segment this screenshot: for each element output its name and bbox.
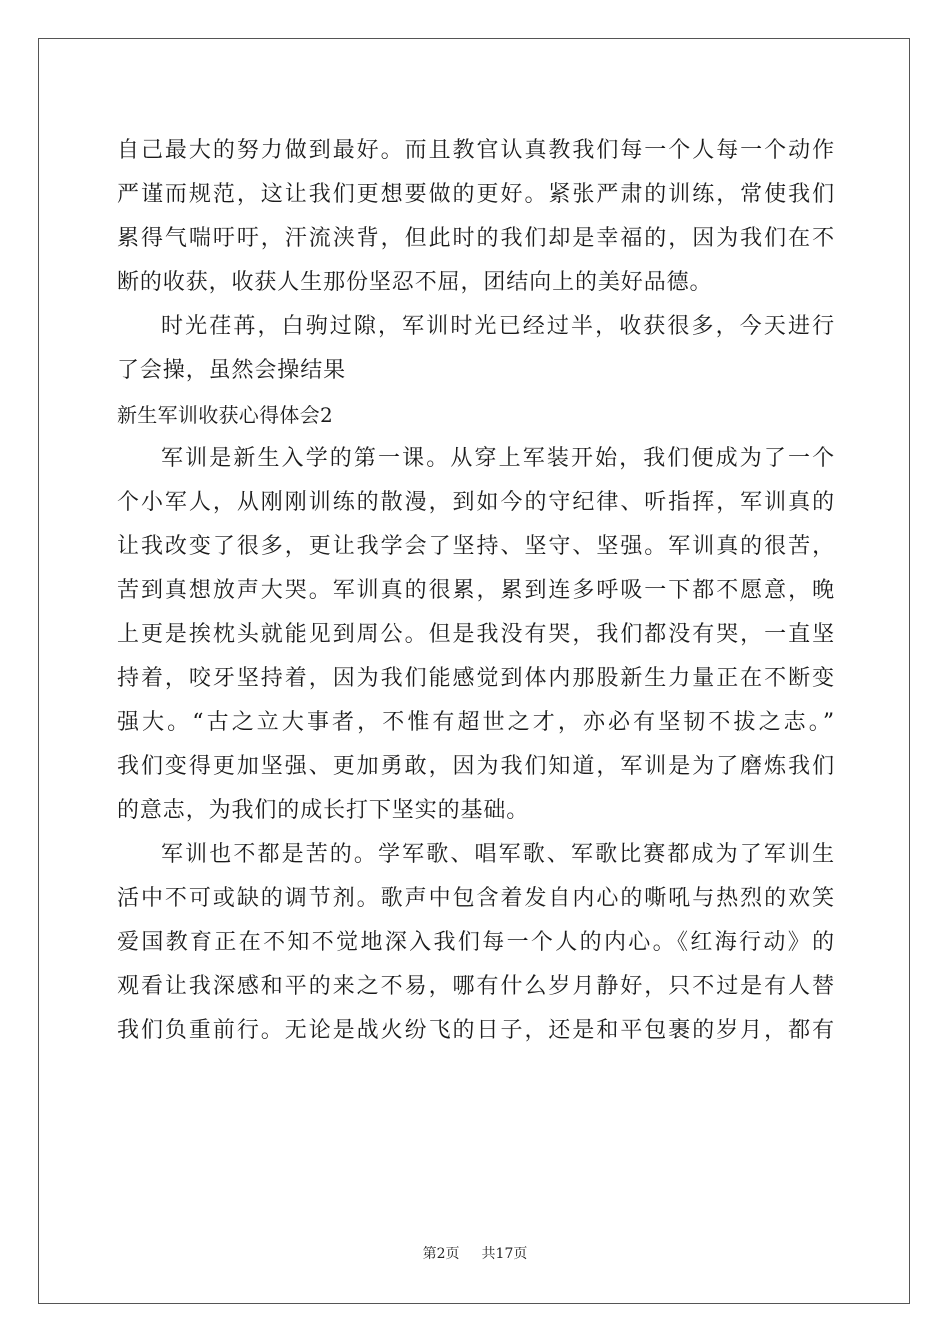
text-line: 累得气喘吁吁，汗流浃背，但此时的我们却是幸福的，因为我们在不 [117, 226, 835, 251]
page-footer [0, 1243, 950, 1263]
text-line: 断的收获，收获人生那份坚忍不屈，团结向上的美好品德。 [117, 270, 713, 295]
section-heading: 新生军训收获心得体会2 [117, 403, 334, 427]
text-line: 军训是新生入学的第一课。从穿上军装开始，我们便成为了一个 [161, 446, 835, 471]
text-line: 严谨而规范，这让我们更想要做的更好。紧张严肃的训练，常使我们 [117, 182, 835, 207]
text-line: 持着，咬牙坚持着，因为我们能感觉到体内那股新生力量正在不断变 [117, 666, 835, 691]
page-number: 第2页 [422, 1246, 460, 1262]
page-total: 共17页 [481, 1246, 528, 1262]
text-line: 的意志，为我们的成长打下坚实的基础。 [117, 798, 530, 823]
text-line: 军训也不都是苦的。学军歌、唱军歌、军歌比赛都成为了军训生 [161, 842, 835, 867]
text-line: 我们负重前行。无论是战火纷飞的日子，还是和平包裹的岁月，都有 [117, 1018, 835, 1043]
text-line: 强大。“古之立大事者，不惟有超世之才，亦必有坚韧不拔之志。” [117, 710, 835, 735]
text-line: 时光荏苒，白驹过隙，军训时光已经过半，收获很多，今天进行 [161, 314, 835, 339]
document-body [117, 129, 835, 1053]
text-line: 让我改变了很多，更让我学会了坚持、坚守、坚强。军训真的很苦， [117, 534, 835, 559]
text-line: 自己最大的努力做到最好。而且教官认真教我们每一个人每一个动作 [117, 138, 835, 163]
text-line: 了会操，虽然会操结果 [117, 358, 347, 383]
text-line: 观看让我深感和平的来之不易，哪有什么岁月静好，只不过是有人替 [117, 974, 835, 999]
text-line: 活中不可或缺的调节剂。歌声中包含着发自内心的嘶吼与热烈的欢笑 [117, 886, 835, 911]
text-line: 苦到真想放声大哭。军训真的很累，累到连多呼吸一下都不愿意，晚 [117, 578, 835, 603]
text-line: 个小军人，从刚刚训练的散漫，到如今的守纪律、听指挥，军训真的 [117, 490, 835, 515]
text-line: 上更是挨枕头就能见到周公。但是我没有哭，我们都没有哭，一直坚 [117, 622, 835, 647]
text-line: 爱国教育正在不知不觉地深入我们每一个人的内心。《红海行动》的 [117, 930, 835, 955]
text-line: 我们变得更加坚强、更加勇敢，因为我们知道，军训是为了磨炼我们 [117, 754, 835, 779]
